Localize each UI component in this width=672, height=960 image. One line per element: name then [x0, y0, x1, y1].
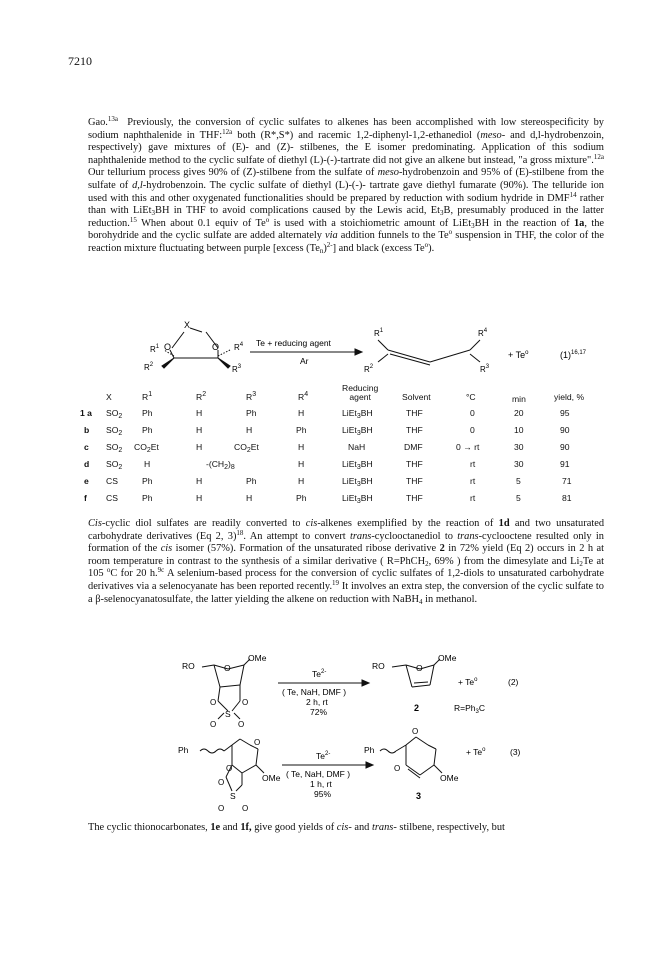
p1-text: ] and black (excess Te — [332, 242, 425, 254]
header-label: R — [142, 392, 149, 402]
cond-1: ( Te, NaH, DMF ) — [282, 687, 347, 697]
cell-r4: Ph — [296, 425, 307, 435]
reagent-te2: $Te^{2-}$ — [312, 669, 327, 679]
ph-product: Ph — [364, 745, 375, 755]
cell-text: LiEt — [342, 493, 357, 503]
subscript: 3 — [356, 481, 361, 488]
ring-o-product-3b: O — [394, 764, 401, 773]
cell-text: LiEt — [342, 408, 357, 418]
cell-agent — [348, 442, 365, 452]
p1-italic: meso- — [480, 129, 506, 141]
table-row — [80, 459, 620, 472]
p1-text: B, presumably produced in the latter reduction. — [88, 205, 605, 229]
italic-text: trans — [457, 530, 479, 542]
ome-reactant: OMe — [248, 653, 267, 663]
cell-r1 — [134, 442, 159, 452]
cell-text: Et — [250, 442, 259, 452]
subscript: 3 — [151, 209, 156, 218]
cell-yield: 90 — [560, 442, 570, 452]
col-agent — [342, 384, 378, 402]
cell-r1: Ph — [142, 476, 153, 486]
superscript: o — [448, 228, 453, 237]
ro-reactant: RO — [182, 661, 195, 671]
paragraph-text: give good yields of — [251, 822, 337, 833]
subscript: 2 — [579, 559, 583, 568]
cell-r1: H — [144, 459, 151, 469]
col-r1 — [142, 392, 152, 402]
subscript: 3 — [356, 430, 361, 437]
cell-r4: H — [298, 408, 305, 418]
paragraph-text: and — [220, 822, 241, 833]
cell-r4: Ph — [296, 493, 307, 503]
cell-x — [106, 442, 122, 452]
cell-text: rt — [474, 442, 480, 452]
row-label: e — [84, 476, 89, 486]
sulfur-reactant-3: S — [230, 791, 236, 801]
cond-1-3: ( Te, NaH, DMF ) — [286, 769, 351, 779]
r1-right: $R^1$ — [374, 328, 384, 338]
cell-text: CS — [106, 476, 118, 486]
page-number: 7210 — [68, 54, 92, 68]
subscript: 2 — [246, 447, 251, 454]
compound-ref: 1e — [210, 822, 221, 833]
ref-14: 14 — [569, 190, 577, 199]
cell-x — [106, 476, 118, 486]
italic-text: trans — [371, 822, 394, 833]
ref-15: 15 — [129, 215, 137, 224]
o-sulfate-left: O — [210, 698, 217, 707]
col-x: X — [106, 392, 112, 402]
paragraph-text: - and — [348, 822, 372, 833]
paragraph-1 — [88, 117, 604, 256]
table-row — [80, 493, 620, 506]
subscript: 2 — [118, 447, 123, 454]
cell-temp: 0 — [470, 408, 475, 418]
cell-solvent: THF — [406, 459, 423, 469]
p1-italic: meso — [377, 167, 399, 179]
cond-3-3: 95% — [314, 789, 332, 799]
cell-agent — [342, 459, 373, 469]
paragraph-text: isomer (57%). Formation of the unsaturated ribose derivative — [172, 543, 440, 555]
col-yield: yield, % — [554, 392, 585, 402]
cell-r4: H — [298, 459, 305, 469]
italic-text: cis — [160, 543, 173, 555]
ring-o-left: O — [164, 342, 172, 352]
paragraph-text: Te at 105 — [88, 555, 604, 580]
r2-right: $R^2$ — [364, 364, 374, 374]
p1-text: both (R*,S*) and racemic 1,2-diphenyl-1,2-ethanediol ( — [237, 129, 481, 141]
cell-text: LiEt — [342, 476, 357, 486]
ome-reactant-3: OMe — [262, 773, 281, 783]
cell-text: -(CH — [206, 459, 225, 469]
subscript: 2 — [425, 559, 429, 568]
cell-time: 30 — [514, 459, 524, 469]
cell-text: SO — [106, 425, 119, 435]
paragraph-text: -cyclic diol sulfates are readily converted to — [101, 518, 306, 529]
cell-agent — [342, 425, 373, 435]
compound-ref: 2 — [439, 543, 445, 555]
cell-text: BH — [360, 459, 373, 469]
cell-time: 5 — [516, 493, 521, 503]
plus-te-3: + $Te^o$ — [466, 747, 486, 757]
p1-text: BH in THF to avoid complications caused by the Lewis acid, Et — [155, 205, 441, 217]
cell-text: Et — [150, 442, 159, 452]
ref-18: 18 — [236, 528, 244, 537]
cond-2: 2 h, rt — [306, 697, 328, 707]
r3-right: $R^3$ — [480, 364, 490, 374]
table-row — [80, 476, 620, 489]
paragraph-text: It involves an extra step, the conversion of the cyclic sulfate to a β-selenocyanatosulfate, the latter yielding the alkene on reduction with NaBH — [88, 580, 605, 605]
ring-o-product: O — [416, 663, 423, 673]
p1-italic: via — [325, 230, 338, 242]
subscript: 2 — [118, 464, 123, 471]
ref-13a: 13a — [107, 115, 119, 123]
compound-ref: 1f, — [240, 822, 252, 833]
paragraph-text: in methanol. — [422, 593, 478, 605]
r-definition: $R=Ph_3C$ — [454, 703, 485, 715]
scheme-2 — [170, 655, 620, 735]
subscript: 3 — [440, 209, 444, 218]
p1-text: -hydrobenzoin. The cyclic sulfate of diethyl (L)-(-)- tartrate gave diethyl fumarate (90%). The telluride ion used with this and other oxygenated functionalities should be prepared by reduction with sodium hydride in DMF — [88, 179, 604, 204]
cell-r3: H — [246, 493, 253, 503]
superscript: o — [106, 566, 111, 575]
ome-product: OMe — [438, 653, 457, 663]
cell-agent — [342, 476, 373, 486]
row-label: f — [84, 493, 87, 503]
italic-text: cis — [305, 518, 318, 529]
sulfur-reactant: S — [225, 709, 231, 719]
p1-text: Previously, the conversion of cyclic sulfates to alkenes has been accomplished with low stereospecificity by sodium naphthalenide in THF: — [88, 117, 604, 141]
subscript: 4 — [419, 597, 423, 606]
cell-time: 10 — [514, 425, 524, 435]
subscript: 3 — [356, 498, 361, 505]
header-label: R — [196, 392, 203, 402]
cell-solvent: THF — [406, 476, 423, 486]
r4-right: $R^4$ — [478, 328, 488, 338]
table-header — [80, 383, 620, 404]
cell-r4: H — [298, 476, 305, 486]
cell-text: SO — [106, 442, 119, 452]
product-2-label: 2 — [414, 703, 420, 713]
cell-text: CO — [234, 442, 247, 452]
cell-x — [106, 493, 118, 503]
p1-text: is used with a stoichiometric amount of LiEt — [273, 217, 472, 229]
superscript: 2 — [202, 391, 207, 398]
cell-agent — [342, 408, 373, 418]
row-label: d — [84, 459, 90, 469]
o-sulfate-bottom-left: O — [210, 720, 217, 729]
superscript: 1 — [148, 391, 153, 398]
cell-x — [106, 408, 122, 418]
cell-r3: Ph — [246, 408, 257, 418]
cell-x — [106, 459, 122, 469]
reagent-top: Te + reducing agent — [256, 338, 331, 348]
cell-text: BH — [360, 493, 373, 503]
plus-te: + $Te^o$ — [508, 350, 529, 360]
p1-text: ). — [428, 242, 435, 254]
cell-r3: H — [246, 425, 253, 435]
header-label: Reducing — [342, 383, 379, 393]
subscript: n — [319, 246, 324, 255]
cell-text: CO — [134, 442, 147, 452]
cell-yield: 91 — [560, 459, 570, 469]
paragraph-text: and two unsaturated carbohydrate derivatives (Eq 2, 3) — [88, 518, 605, 542]
col-r2 — [196, 392, 206, 402]
p1-text: Our tellurium process gives 90% of (Z)-stilbene from the sulfate of — [88, 167, 378, 179]
ph-reactant: Ph — [178, 745, 189, 755]
cell-r2: H — [196, 442, 203, 452]
cell-solvent: THF — [406, 425, 423, 435]
product-3-label: 3 — [416, 791, 422, 801]
cell-agent — [342, 493, 373, 503]
cell-r1: Ph — [142, 493, 153, 503]
cell-yield: 90 — [560, 425, 570, 435]
paragraph-text: - stilbene, respectively, but — [393, 822, 505, 833]
o-sulfate-3-bottom-right: O — [242, 804, 249, 813]
ref-12a: 12a — [593, 152, 604, 161]
cell-text: BH — [360, 408, 373, 418]
o-sulfate-3-bottom-left: O — [218, 804, 225, 813]
paragraph-text: -cyclooctene resulted only in formation of the — [88, 530, 604, 555]
cell-r2: H — [196, 408, 203, 418]
scheme-1 — [140, 318, 620, 386]
r3-left: $R^3$ — [232, 364, 242, 374]
cell-text: CS — [106, 493, 118, 503]
cell-r2: H — [196, 476, 203, 486]
paragraph-text: A selenium-based process for the conversion of cyclic sulfates of 1,2-diols to unsaturated carbohydrate derivatives via a selenocyanate has been reported recently. — [88, 568, 605, 592]
paragraph-text: The cyclic thionocarbonates, — [88, 822, 211, 833]
cell-solvent: THF — [406, 493, 423, 503]
ring-o-product-3: O — [412, 727, 419, 736]
p1-text: addition funnels to the Te — [337, 230, 449, 242]
plus-te-2: + $Te^o$ — [458, 677, 478, 687]
p1-text: suspension in THF, the color of the reaction mixture fluctuating between purple [excess (Te — [88, 230, 604, 254]
reagent-bottom: Ar — [300, 356, 309, 366]
cell-r3 — [234, 442, 259, 452]
ring-o-reactant-3: O — [254, 738, 261, 747]
cell-r4: H — [298, 442, 305, 452]
header-label: agent — [349, 392, 371, 402]
paragraph-text: , 69% ) from the dimesylate and Li — [428, 555, 580, 567]
col-r3 — [246, 392, 256, 402]
ring-o-right: O — [212, 342, 220, 352]
ref-12a: 12a — [222, 127, 233, 136]
cell-text: SO — [106, 459, 119, 469]
cell-r2: H — [196, 493, 203, 503]
subscript: 3 — [356, 413, 361, 420]
cell-r2: H — [196, 425, 203, 435]
paragraph-2 — [88, 518, 604, 606]
header-label: R — [298, 392, 305, 402]
arrow-right-icon: → — [463, 442, 472, 452]
row-label: 1 a — [80, 408, 92, 418]
p1-text: and d,l-hydrobenzoin, respectively) gave mixtures of (E)- and (Z)- stilbenes, the E isomer predominating. Application of this sodium naphthalenide method to the cyclic sulfate of diethyl (L)-(-)-tartrate did not give an alkene but instead, "a gross mixture". — [88, 129, 604, 166]
superscript: o — [265, 215, 270, 224]
cell-text: LiEt — [342, 459, 357, 469]
o-sulfate-3-left: O — [218, 778, 225, 787]
cell-time: 30 — [514, 442, 524, 452]
compound-ref: 1d — [498, 518, 510, 529]
paragraph-text: in 72% yield (Eq 2) occurs in 2 h at room temperature in contrast to the synthesis of a similar derivative ( R=PhCH — [88, 543, 604, 567]
cell-yield: 81 — [562, 493, 572, 503]
paragraph-text: -alkenes exemplified by the reaction of — [317, 518, 499, 529]
italic-text: cis — [336, 822, 349, 833]
header-label: R — [246, 392, 253, 402]
compound-1a: 1a — [573, 217, 585, 229]
cell-yield: 71 — [562, 476, 572, 486]
p1-text: ) — [323, 242, 327, 254]
r1-left: $R^1$ — [150, 344, 160, 354]
p1-text: BH in the reaction of — [474, 217, 574, 229]
paragraph-text: C for 20 h. — [110, 568, 158, 580]
superscript: 3 — [252, 391, 257, 398]
cell-solvent: DMF — [404, 442, 423, 452]
ref-19: 19 — [332, 578, 340, 587]
cell-temp: 0 — [470, 425, 475, 435]
subscript: 2 — [118, 413, 123, 420]
cell-text: NaH — [348, 442, 366, 452]
table-row — [80, 425, 620, 438]
cell-r1: Ph — [142, 425, 153, 435]
eq2-label: (2) — [508, 677, 519, 687]
cell-yield: 95 — [560, 408, 570, 418]
subscript: 2 — [224, 464, 229, 471]
scheme-3 — [170, 727, 620, 817]
row-label: c — [84, 442, 89, 452]
cell-text: SO — [106, 408, 119, 418]
cell-temp: rt — [470, 476, 476, 486]
cond-2-3: 1 h, rt — [310, 779, 332, 789]
cell-text: LiEt — [342, 425, 357, 435]
col-r4 — [298, 392, 308, 402]
subscript: 3 — [356, 464, 361, 471]
reagent-te2-3: $Te^{2-}$ — [316, 751, 331, 761]
italic-text: Cis — [88, 518, 102, 529]
superscript: 4 — [304, 391, 309, 398]
cell-temp — [456, 442, 479, 452]
paragraph-text: . An attempt to convert — [243, 530, 350, 542]
p1-text: When about 0.1 equiv of Te — [141, 217, 266, 229]
superscript: o — [424, 240, 429, 249]
cell-text: BH — [360, 425, 373, 435]
subscript: 2 — [146, 447, 151, 454]
paragraph-text: -cyclooctanediol to — [371, 530, 458, 542]
subscript: 8 — [230, 464, 235, 471]
cell-text: ) — [228, 459, 231, 469]
subscript: 3 — [471, 221, 475, 230]
cell-time: 5 — [516, 476, 521, 486]
r2-left: $R^2$ — [144, 362, 154, 372]
cell-r2r3 — [206, 459, 235, 469]
table-row — [80, 408, 620, 421]
cell-solvent: THF — [406, 408, 423, 418]
cell-temp: rt — [470, 493, 476, 503]
cell-text: BH — [360, 476, 373, 486]
cell-r3: Ph — [246, 476, 257, 486]
ro-product: RO — [372, 661, 385, 671]
ring-o-reactant: O — [224, 663, 231, 673]
ring-x: X — [184, 320, 191, 330]
ref-9c: 9c — [157, 566, 165, 575]
cell-temp: rt — [470, 459, 476, 469]
p1-text: rather than with LiEt — [88, 192, 604, 217]
col-time: min — [512, 394, 526, 404]
p1-text: Gao. — [88, 117, 108, 128]
table-row — [80, 442, 620, 455]
paragraph-3 — [88, 822, 604, 835]
eq1-label: $(1)^{16,17}$ — [560, 350, 587, 360]
p1-text: , the borohydride and the cyclic sulfate are added alternately — [88, 217, 605, 242]
cond-3: 72% — [310, 707, 328, 717]
ome-product-3: OMe — [440, 773, 459, 783]
r4-left: $R^4$ — [234, 342, 244, 352]
col-temp: °C — [466, 392, 476, 402]
eq3-label: (3) — [510, 747, 521, 757]
cell-time: 20 — [514, 408, 524, 418]
p1-italic: d,l — [132, 179, 143, 191]
subscript: 2 — [118, 430, 123, 437]
cell-r1: Ph — [142, 408, 153, 418]
cell-x — [106, 425, 122, 435]
p1-text: -hydrobenzoin and 95% of (E)-stilbene from the sulfate of — [88, 167, 604, 191]
row-label: b — [84, 425, 90, 435]
col-solvent: Solvent — [402, 392, 431, 402]
o-sulfate-right: O — [242, 698, 249, 707]
italic-text: trans — [349, 530, 372, 542]
superscript: 2- — [326, 240, 333, 249]
o-sulfate-bottom-right: O — [238, 720, 245, 729]
ring-o-reactant-3b: O — [226, 764, 233, 773]
cell-text: 0 — [456, 442, 461, 452]
